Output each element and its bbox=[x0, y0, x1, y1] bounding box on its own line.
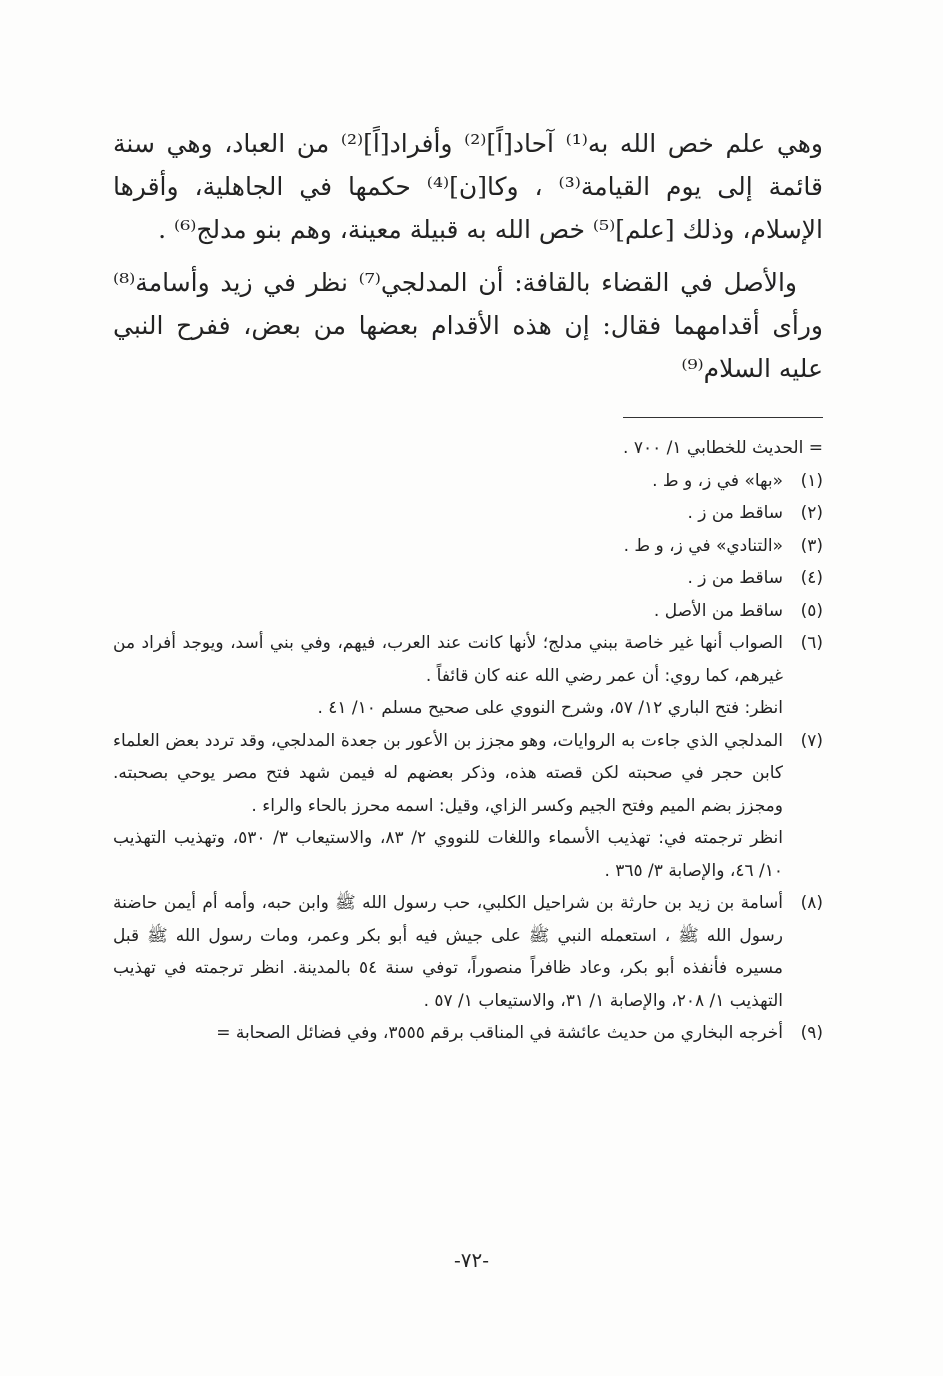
footnote bbox=[113, 627, 823, 725]
footnote-text: ساقط من الأصل . bbox=[653, 600, 783, 621]
footnote-reference: انظر ترجمته في: تهذيب الأسماء واللغات للنووي ٢/ ٨٣، والاستيعاب ٣/ ٥٣٠، وتهذيب التهذيب ١٠/ ٤٦، والإصابة ٣/ ٣٦٥ . bbox=[113, 828, 783, 881]
footnote-number: (١) bbox=[800, 470, 823, 491]
main-paragraph: وهي علم خص الله به⁽¹⁾ آحاد[اً]⁽²⁾ وأفراد[اً]⁽²⁾ من العباد، وهي سنة قائمة إلى يوم القيامة⁽³⁾ ، وكا[ن]⁽⁴⁾ حكمها في الجاهلية، وأقرها الإسلام، وذلك [علم]⁽⁵⁾ خص الله به قبيلة معينة، وهم بنو مدلج⁽⁶⁾ . bbox=[113, 129, 824, 244]
footnote-text: أخرجه البخاري من حديث عائشة في المناقب برقم ٣٥٥٥، وفي فضائل الصحابة = bbox=[216, 1023, 783, 1043]
footnote-number: (٥) bbox=[800, 600, 823, 621]
footnote-text: ساقط من ز . bbox=[687, 503, 783, 523]
footnote-number: (٢) bbox=[800, 503, 823, 523]
footnote-text: الصواب أنها غير خاصة ببني مدلج؛ لأنها كانت عند العرب، فيهم، وفي بني أسد، ويوجد أفراد من غيرهم، كما روي: أن عمر رضي الله عنه كان قائفاً . bbox=[113, 633, 783, 686]
footnote bbox=[113, 530, 823, 563]
footnote bbox=[113, 725, 823, 888]
footnote-number: (٧) bbox=[800, 730, 823, 751]
footnote-text: = الحديث للخطابي ١/ ٧٠٠ . bbox=[623, 438, 823, 458]
footnote-number: (٩) bbox=[800, 1023, 823, 1043]
footnote-reference: انظر: فتح الباري ١٢/ ٥٧، وشرح النووي على صحيح مسلم ١٠/ ٤١ . bbox=[317, 698, 783, 718]
footnotes bbox=[113, 432, 823, 1050]
footnote-text: «بها» في ز، و ط . bbox=[652, 470, 783, 491]
footnote bbox=[113, 595, 823, 628]
main-paragraph: والأصل في القضاء بالقافة: أن المدلجي⁽⁷⁾ نظر في زيد وأسامة⁽⁸⁾ ورأى أقدامهما فقال: إن هذه الأقدام بعضها من بعض، ففرح النبي عليه السلام⁽⁹⁾ bbox=[113, 268, 823, 383]
footnote-text: أسامة بن زيد بن حارثة بن شراحيل الكلبي، حب رسول الله ﷺ وابن حبه، وأمه أم أيمن حاضنة رسول الله ﷺ ، استعمله النبي ﷺ على جيش فيه أبو بكر وعمر، ومات رسول الله ﷺ قبل مسيره فأنفذه أبو بكر، وعاد ظافراً منصوراً، توفي سنة ٥٤ بالمدينة. انظر ترجمته في تهذيب التهذيب ١/ ٢٠٨، والإصابة ١/ ٣١، والاستيعاب ١/ ٥٧ . bbox=[113, 893, 783, 1011]
footnote-number: (٨) bbox=[800, 893, 823, 913]
footnote bbox=[113, 1017, 823, 1050]
footnote bbox=[113, 497, 823, 530]
page-number: -٧٢- bbox=[453, 1248, 489, 1272]
footnote-divider bbox=[623, 417, 823, 418]
footnote-number: (٤) bbox=[800, 568, 823, 588]
footnote-continuation bbox=[113, 432, 823, 465]
footnote bbox=[113, 465, 823, 498]
footnote bbox=[113, 562, 823, 595]
footnote-number: (٦) bbox=[800, 633, 823, 653]
footnote-number: (٣) bbox=[800, 535, 823, 556]
footnote-text: «التنادي» في ز، و ط . bbox=[623, 535, 783, 556]
footnote-text: ساقط من ز . bbox=[687, 568, 783, 588]
main-text bbox=[113, 122, 823, 400]
footnote-text: المدلجي الذي جاءت به الروايات، وهو مجزز بن الأعور بن جعدة المدلجي، وقد تردد بعض العلماء كابن حجر في صحبته لكن قصته هذه، وذكر بعضهم له فيمن شهد فتح مصر يوحي بصحبته. ومجزز بضم الميم وفتح الجيم وكسر الزاي، وقيل: اسمه محرز بالحاء والراء . bbox=[113, 730, 783, 816]
footnote bbox=[113, 887, 823, 1017]
